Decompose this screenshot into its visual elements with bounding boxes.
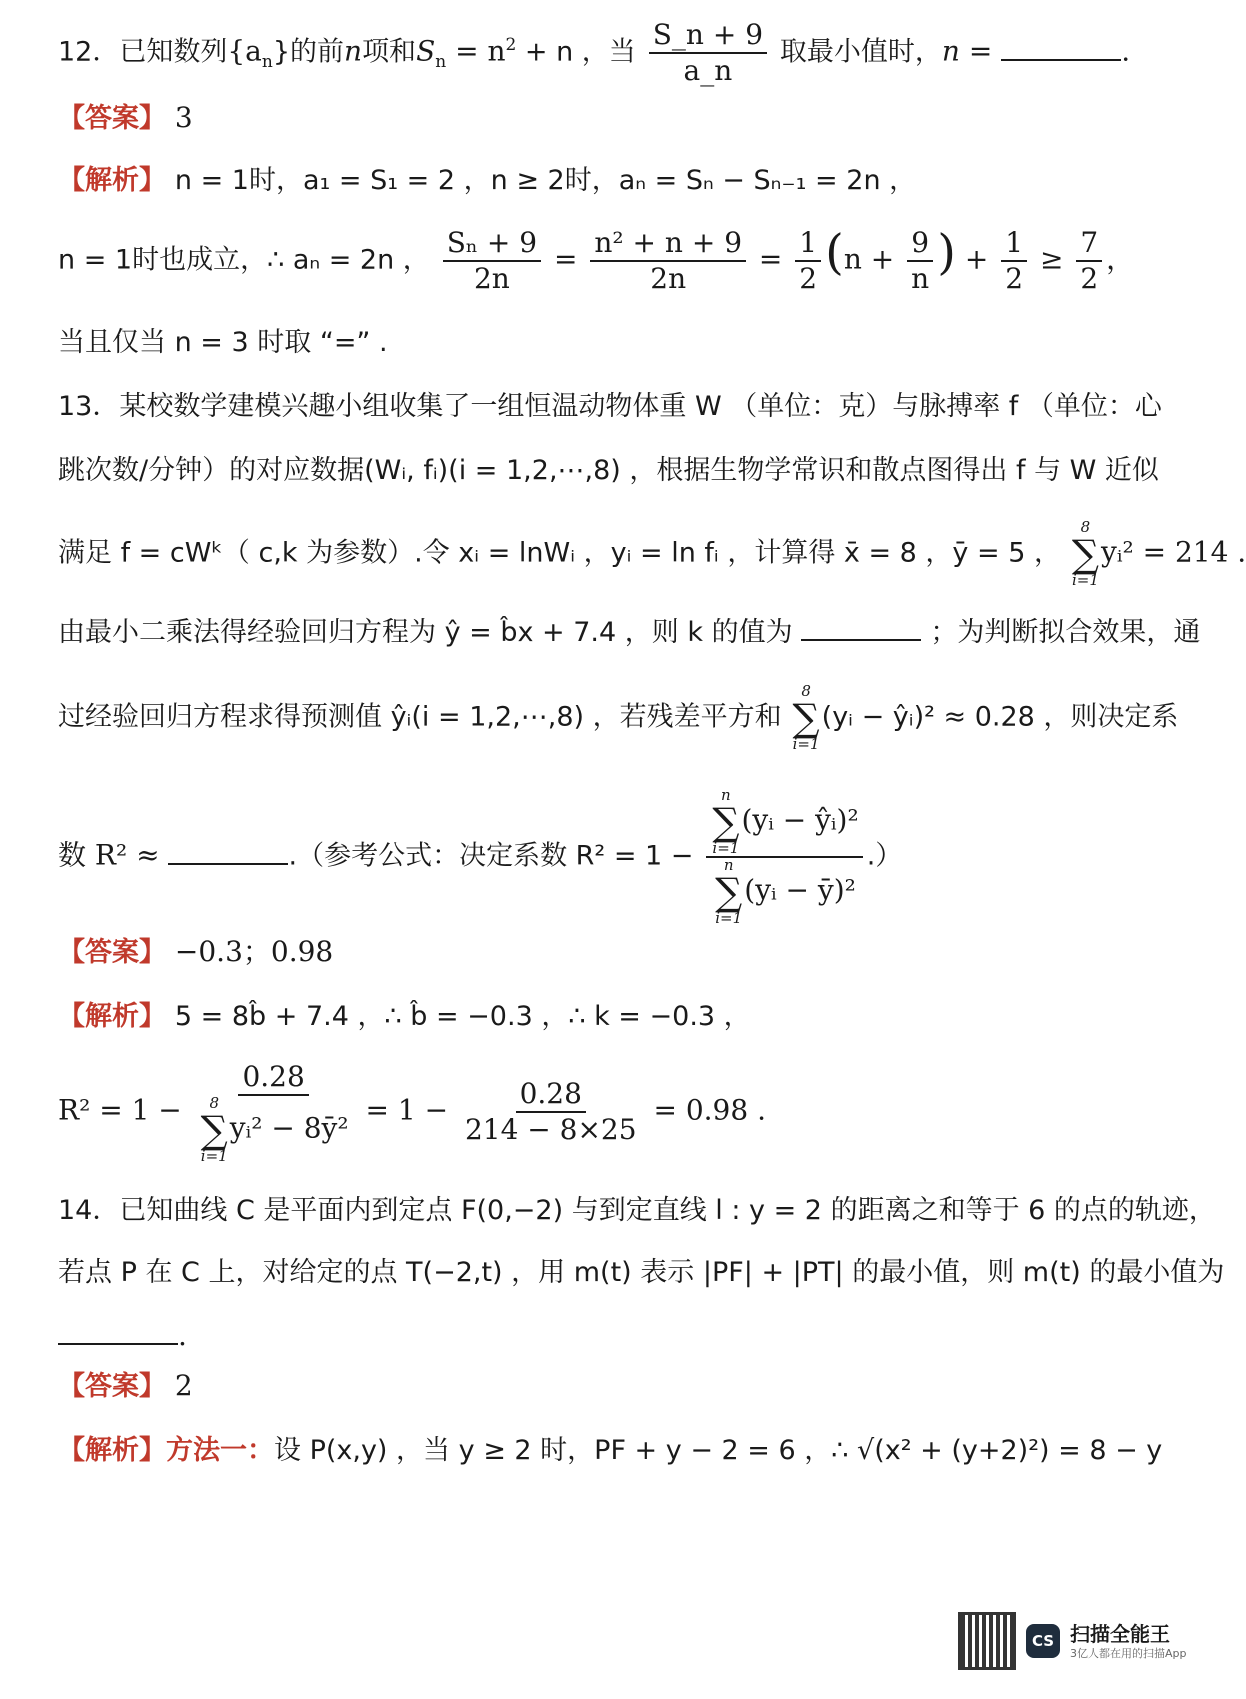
answer-blank (801, 617, 921, 641)
q13-stem-1: 13．某校数学建模兴趣小组收集了一组恒温动物体重 W （单位：克）与脉搏率 f （单位：心 (58, 391, 1162, 422)
q12-stem: 12．已知数列$\{a_n\}$的前n项和$S_n = n^2 + n$ ，当 $\frac{S\_n + 9}{a\_n}$ 取最小值时，n = . (58, 18, 1131, 87)
q14-answer: 【答案】 2 (58, 1369, 193, 1402)
q14-stem-1: 14．已知曲线 C 是平面内到定点 F(0,−2) 与到定直线 l : y = 2 的距离之和等于 6 的点的轨迹， (58, 1195, 1216, 1226)
r2-formula: n ∑ i=1 (yᵢ − ŷᵢ)² n ∑ i=1 (yᵢ − ȳ)² (706, 788, 862, 926)
q12-fraction: $\frac{S\_n + 9}{a\_n}$ (649, 18, 767, 88)
q13-analysis-2: R² = 1 − 0.28 8 ∑ i=1 yᵢ² − 8ȳ² = 1 − $\frac{0.28}{214 - 8\times 25}$ = 0.98 . (58, 1060, 766, 1165)
q12-answer: 【答案】 3 (58, 101, 193, 134)
q13-stem-4: 由最小二乘法得经验回归方程为 ŷ = b̂x + 7.4 ，则 k 的值为 ；为判断拟合效果，通 (58, 617, 1201, 648)
q12-analysis-1: 【解析】 n = 1时，a₁ = S₁ = 2 ，n ≥ 2时，aₙ = Sₙ − Sₙ₋₁ = 2n ， (58, 165, 917, 196)
q14-stem-2: 若点 P 在 C 上，对给定的点 T(−2,t) ，用 m(t) 表示 |PF| + |PT| 的最小值，则 m(t) 的最小值为 (58, 1257, 1225, 1288)
answer-blank (1001, 37, 1121, 61)
q13-answer: 【答案】 −0.3；0.98 (58, 935, 334, 968)
q13-analysis-1: 【解析】 5 = 8b̂ + 7.4 ，∴ b̂ = −0.3 ，∴ k = −0.3 ， (58, 1001, 751, 1032)
q13-stem-6: 数 R² ≈ .（参考公式：决定系数 R² = 1 − n ∑ i=1 (yᵢ − ŷᵢ)² n ∑ i=1 (yᵢ − ȳ)² .） (58, 786, 903, 927)
answer-blank (168, 841, 288, 865)
brand-tagline: 3亿人都在用的扫描App (1070, 1647, 1187, 1660)
q12-analysis-3: 当且仅当 n = 3 时取 “=” . (58, 327, 388, 358)
answer-blank (58, 1321, 178, 1345)
q14-analysis-1: 【解析】方法一：设 P(x,y) ，当 y ≥ 2 时，PF + y − 2 = 6 ，∴ √(x² + (y+2)²) = 8 − y (58, 1435, 1163, 1466)
qr-code-icon (958, 1612, 1016, 1670)
scanner-watermark (958, 1612, 1187, 1670)
q14-stem-3: . (58, 1316, 187, 1356)
q13-stem-2: 跳次数/分钟）的对应数据(Wᵢ, fᵢ)(i = 1,2,⋯,8) ，根据生物学常识和散点图得出 f 与 W 近似 (58, 455, 1159, 486)
q13-stem-5: 过经验回归方程求得预测值 ŷᵢ(i = 1,2,⋯,8) ，若残差平方和 8 ∑ i=1 (yᵢ − ŷᵢ)² ≈ 0.28 ，则决定系 (58, 682, 1179, 753)
camscanner-logo: CS (1026, 1624, 1060, 1658)
brand-name: 扫描全能王 (1070, 1622, 1170, 1646)
q12-analysis-2: n = 1时也成立，∴ aₙ = 2n ， $\frac{\text{Sₙ + 9}}{2n}$ = $\frac{\text{n² + n + 9}}{2n}$ = $\frac{1}{2}$ (n + $\frac{9}{n}$ ) + $\frac{1}{2}$ ≥ $\frac{7}{2}$ ， (58, 224, 1135, 295)
q13-stem-3: 满足 f = cWᵏ（ c,k 为参数）.令 xᵢ = lnWᵢ ，yᵢ = ln fᵢ ，计算得 x̄ = 8 ，ȳ = 5 ， 8 ∑ i=1 yᵢ² = 214 . (58, 518, 1246, 589)
